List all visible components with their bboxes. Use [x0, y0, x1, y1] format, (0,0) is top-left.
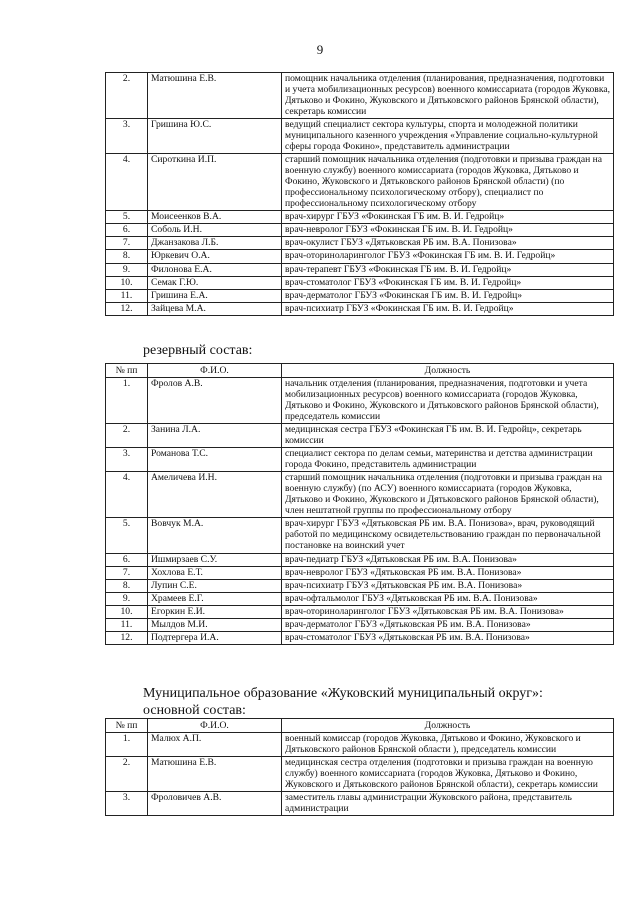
row-fio: Лупин С.Е. — [148, 579, 282, 592]
row-number: 5. — [106, 518, 148, 553]
row-fio: Малюх А.П. — [148, 733, 282, 757]
row-position: помощник начальника отделения (планирования, предназначения, подготовки и учета мобилизационных ресурсов) военного комиссариата (городов Жуковка, Дятьково и Фокино, Жуковского и Дятьковского районов Брянской области), секретарь комиссии — [282, 73, 614, 119]
row-fio: Романова Т.С. — [148, 448, 282, 472]
row-position: ведущий специалист сектора культуры, спорта и молодежной политики муниципального казенного учреждения «Управление социально-культурной сферы города Фокино», представитель администрации — [282, 119, 614, 154]
table-row — [106, 733, 614, 757]
row-number: 9. — [106, 263, 148, 276]
row-position: врач-психиатр ГБУЗ «Дятьковская РБ им. В.А. Понизова» — [282, 579, 614, 592]
table-row — [106, 302, 614, 315]
table-row — [106, 792, 614, 816]
row-number: 11. — [106, 289, 148, 302]
header-number: № пп — [106, 719, 148, 733]
table-row — [106, 289, 614, 302]
table-row — [106, 224, 614, 237]
row-position: врач-невролог ГБУЗ «Фокинская ГБ им. В. И. Гедройц» — [282, 224, 614, 237]
table-row — [106, 378, 614, 424]
row-position: врач-хирург ГБУЗ «Дятьковская РБ им. В.А. Понизова», врач, руководящий работой по медицинскому освидетельствованию граждан по первоначальной постановке на воинский учет — [282, 518, 614, 553]
row-number: 6. — [106, 224, 148, 237]
page-number: 9 — [316, 42, 324, 57]
table-row — [106, 424, 614, 448]
reserve-table-body — [106, 378, 614, 645]
table-header-row — [106, 719, 614, 733]
row-number: 5. — [106, 211, 148, 224]
table-row — [106, 757, 614, 792]
header-number: № пп — [106, 364, 148, 378]
header-position: Должность — [282, 364, 614, 378]
row-number: 3. — [106, 448, 148, 472]
row-position: врач-психиатр ГБУЗ «Фокинская ГБ им. В. И. Гедройц» — [282, 302, 614, 315]
row-fio: Вовчук М.А. — [148, 518, 282, 553]
zhukovsky-table-body — [106, 733, 614, 816]
table-header-row — [106, 364, 614, 378]
row-number: 4. — [106, 472, 148, 518]
row-position: старший помощник начальника отделения (подготовки и призыва граждан на военную службу) военного комиссариата (городов Жуковка, Дятьково и Фокино, Жуковского и Дятьковского районов Брянской области) (по профессиональному психологическому отбору), специалист по профессиональному психологическому отбору — [282, 154, 614, 211]
row-fio: Семак Г.Ю. — [148, 276, 282, 289]
row-fio: Занина Л.А. — [148, 424, 282, 448]
row-number: 6. — [106, 553, 148, 566]
table-row — [106, 518, 614, 553]
row-position: врач-стоматолог ГБУЗ «Фокинская ГБ им. В. И. Гедройц» — [282, 276, 614, 289]
row-fio: Соболь И.Н. — [148, 224, 282, 237]
row-position: врач-оториноларинголог ГБУЗ «Фокинская ГБ им. В. И. Гедройц» — [282, 250, 614, 263]
row-number: 3. — [106, 119, 148, 154]
row-number: 1. — [106, 733, 148, 757]
table-row — [106, 566, 614, 579]
header-fio: Ф.И.О. — [148, 719, 282, 733]
table-row — [106, 618, 614, 631]
row-fio: Моисеенков В.А. — [148, 211, 282, 224]
row-position: медицинская сестра отделения (подготовки и призыва граждан на военную службу) военного комиссариата (городов Жуковка, Дятьково и Фокино, Жуковского и Дятьковского районов Брянской области), секретарь комиссии — [282, 757, 614, 792]
header-fio: Ф.И.О. — [148, 364, 282, 378]
row-fio: Амеличева И.Н. — [148, 472, 282, 518]
main-table-body — [106, 73, 614, 316]
row-number: 8. — [106, 250, 148, 263]
table-row — [106, 263, 614, 276]
table-row — [106, 276, 614, 289]
row-fio: Гришина Ю.С. — [148, 119, 282, 154]
row-fio: Джанзакова Л.Б. — [148, 237, 282, 250]
zhukovsky-section-title: Муниципальное образование «Жуковский муниципальный округ»: — [143, 686, 543, 701]
table-row — [106, 605, 614, 618]
zhukovsky-section-label: основной состав: — [143, 703, 246, 718]
row-fio: Фролов А.В. — [148, 378, 282, 424]
row-number: 2. — [106, 424, 148, 448]
row-fio: Подтергера И.А. — [148, 631, 282, 644]
row-fio: Филонова Е.А. — [148, 263, 282, 276]
row-fio: Мылдов М.И. — [148, 618, 282, 631]
table-row — [106, 119, 614, 154]
row-position: врач-дерматолог ГБУЗ «Фокинская ГБ им. В. И. Гедройц» — [282, 289, 614, 302]
row-position: врач-офтальмолог ГБУЗ «Дятьковская РБ им. В.А. Понизова» — [282, 592, 614, 605]
table-row — [106, 631, 614, 644]
table-row — [106, 73, 614, 119]
row-position: специалист сектора по делам семьи, материнства и детства администрации города Фокино, представитель администрации — [282, 448, 614, 472]
row-fio: Ишмирзаев С.У. — [148, 553, 282, 566]
row-position: начальник отделения (планирования, предназначения, подготовки и учета мобилизационных ресурсов) военного комиссариата (городов Жуковка, Дятьково и Фокино, Жуковского и Дятьковского районов Брянской области), председатель комиссии — [282, 378, 614, 424]
row-number: 4. — [106, 154, 148, 211]
row-position: врач-терапевт ГБУЗ «Фокинская ГБ им. В. И. Гедройц» — [282, 263, 614, 276]
table-row — [106, 250, 614, 263]
row-number: 12. — [106, 302, 148, 315]
row-position: медицинская сестра ГБУЗ «Фокинская ГБ им. В. И. Гедройц», секретарь комиссии — [282, 424, 614, 448]
row-fio: Хохлова Е.Т. — [148, 566, 282, 579]
row-position: врач-педиатр ГБУЗ «Дятьковская РБ им. В.А. Понизова» — [282, 553, 614, 566]
table-row — [106, 472, 614, 518]
commission-main-table — [105, 72, 614, 316]
row-number: 2. — [106, 73, 148, 119]
row-position: врач-хирург ГБУЗ «Фокинская ГБ им. В. И. Гедройц» — [282, 211, 614, 224]
row-fio: Гришина Е.А. — [148, 289, 282, 302]
row-position: врач-окулист ГБУЗ «Дятьковская РБ им. В.А. Понизова» — [282, 237, 614, 250]
row-number: 12. — [106, 631, 148, 644]
row-position: старший помощник начальника отделения (подготовки и призыва граждан на военную службу) (по АСУ) военного комиссариата (городов Жуковка, Дятьково и Фокино, Жуковского и Дятьковского районов Брянской области), член нештатной группы по профессиональному отбору — [282, 472, 614, 518]
table-row — [106, 579, 614, 592]
commission-reserve-table — [105, 363, 614, 645]
row-number: 11. — [106, 618, 148, 631]
table-row — [106, 592, 614, 605]
row-number: 8. — [106, 579, 148, 592]
row-fio: Храмеев Е.Г. — [148, 592, 282, 605]
row-position: военный комиссар (городов Жуковка, Дятьково и Фокино, Жуковского и Дятьковского районов Брянской области ), председатель комиссии — [282, 733, 614, 757]
row-position: врач-оториноларинголог ГБУЗ «Дятьковская РБ им. В.А. Понизова» — [282, 605, 614, 618]
table-row — [106, 448, 614, 472]
row-number: 7. — [106, 237, 148, 250]
row-number: 3. — [106, 792, 148, 816]
row-fio: Матюшина Е.В. — [148, 757, 282, 792]
row-number: 10. — [106, 276, 148, 289]
table-row — [106, 553, 614, 566]
row-number: 2. — [106, 757, 148, 792]
commission-zhukovsky-table — [105, 718, 614, 816]
row-fio: Сироткина И.П. — [148, 154, 282, 211]
row-fio: Юркевич О.А. — [148, 250, 282, 263]
row-position: врач-невролог ГБУЗ «Дятьковская РБ им. В.А. Понизова» — [282, 566, 614, 579]
reserve-section-label: резервный состав: — [143, 343, 253, 358]
row-fio: Егоркин Е.И. — [148, 605, 282, 618]
table-row — [106, 154, 614, 211]
row-number: 9. — [106, 592, 148, 605]
row-position: врач-стоматолог ГБУЗ «Дятьковская РБ им. В.А. Понизова» — [282, 631, 614, 644]
row-fio: Зайцева М.А. — [148, 302, 282, 315]
table-row — [106, 211, 614, 224]
row-fio: Матюшина Е.В. — [148, 73, 282, 119]
row-position: заместитель главы администрации Жуковского района, представитель администрации — [282, 792, 614, 816]
header-position: Должность — [282, 719, 614, 733]
row-fio: Фроловичев А.В. — [148, 792, 282, 816]
row-number: 10. — [106, 605, 148, 618]
row-number: 1. — [106, 378, 148, 424]
row-number: 7. — [106, 566, 148, 579]
table-row — [106, 237, 614, 250]
row-position: врач-дерматолог ГБУЗ «Дятьковская РБ им. В.А. Понизова» — [282, 618, 614, 631]
